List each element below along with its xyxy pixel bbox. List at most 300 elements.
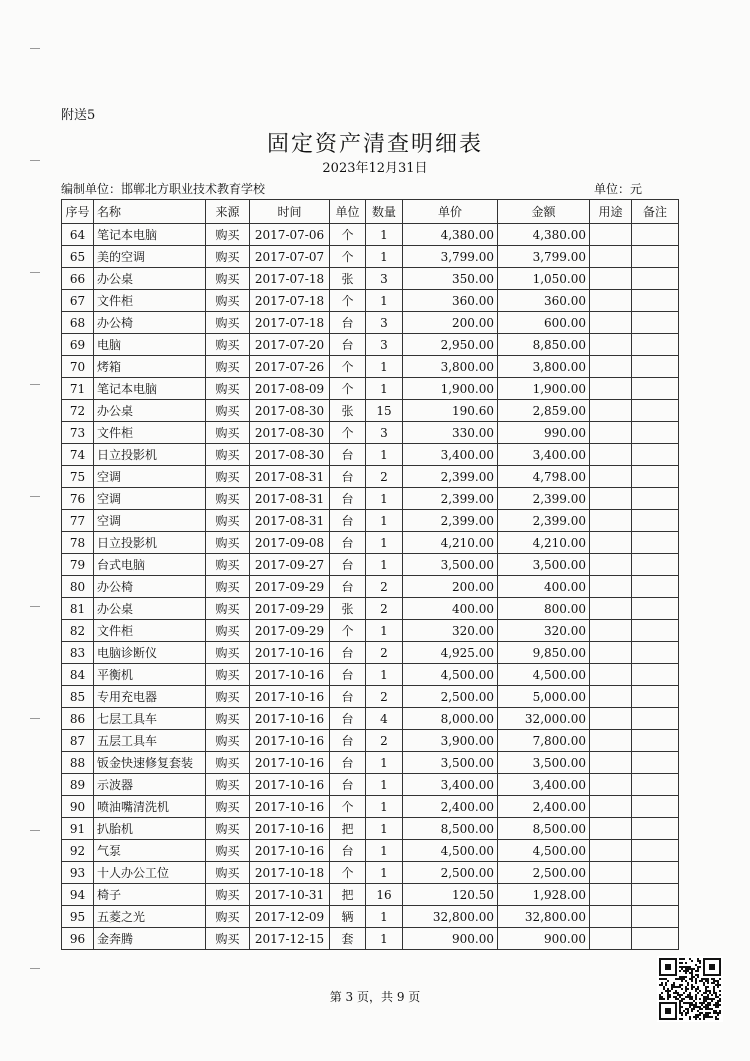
cell-remarks <box>632 268 679 290</box>
cell-unit: 个 <box>330 862 366 884</box>
cell-unit: 把 <box>330 818 366 840</box>
cell-remarks <box>632 334 679 356</box>
cell-amount: 3,400.00 <box>498 774 590 796</box>
cell-usage <box>590 730 632 752</box>
table-row <box>62 422 679 444</box>
cell-unit-price: 1,900.00 <box>403 378 498 400</box>
cell-unit: 台 <box>330 444 366 466</box>
table-row <box>62 642 679 664</box>
cell-source: 购买 <box>206 356 250 378</box>
cell-date: 2017-07-06 <box>250 224 330 246</box>
cell-quantity: 1 <box>366 796 403 818</box>
cell-date: 2017-09-29 <box>250 598 330 620</box>
cell-date: 2017-10-16 <box>250 818 330 840</box>
cell-quantity: 2 <box>366 598 403 620</box>
cell-date: 2017-07-26 <box>250 356 330 378</box>
cell-name: 扒胎机 <box>94 818 206 840</box>
cell-amount: 900.00 <box>498 928 590 950</box>
cell-unit-price: 2,500.00 <box>403 862 498 884</box>
cell-quantity: 1 <box>366 664 403 686</box>
cell-unit: 台 <box>330 686 366 708</box>
cell-remarks <box>632 708 679 730</box>
cell-quantity: 1 <box>366 862 403 884</box>
cell-amount: 32,000.00 <box>498 708 590 730</box>
header-index: 序号 <box>62 200 94 224</box>
cell-name: 烤箱 <box>94 356 206 378</box>
cell-amount: 4,210.00 <box>498 532 590 554</box>
cell-usage <box>590 664 632 686</box>
cell-unit-price: 3,800.00 <box>403 356 498 378</box>
cell-name: 笔记本电脑 <box>94 224 206 246</box>
cell-source: 购买 <box>206 840 250 862</box>
cell-source: 购买 <box>206 642 250 664</box>
cell-quantity: 2 <box>366 642 403 664</box>
cell-amount: 8,500.00 <box>498 818 590 840</box>
cell-unit: 个 <box>330 246 366 268</box>
table-row <box>62 840 679 862</box>
cell-name: 五层工具车 <box>94 730 206 752</box>
cell-amount: 3,400.00 <box>498 444 590 466</box>
cell-usage <box>590 444 632 466</box>
cell-unit: 个 <box>330 620 366 642</box>
cell-date: 2017-12-15 <box>250 928 330 950</box>
cell-usage <box>590 510 632 532</box>
cell-amount: 2,400.00 <box>498 796 590 818</box>
cell-date: 2017-10-16 <box>250 686 330 708</box>
table-row <box>62 312 679 334</box>
annex-label: 附送5 <box>61 108 96 123</box>
cell-source: 购买 <box>206 422 250 444</box>
page-title: 固定资产清查明细表 <box>266 132 483 157</box>
cell-index: 78 <box>62 532 94 554</box>
cell-name: 电脑 <box>94 334 206 356</box>
cell-amount: 5,000.00 <box>498 686 590 708</box>
cell-unit-price: 2,399.00 <box>403 510 498 532</box>
cell-source: 购买 <box>206 444 250 466</box>
cell-quantity: 1 <box>366 444 403 466</box>
cell-amount: 32,800.00 <box>498 906 590 928</box>
cell-unit-price: 200.00 <box>403 312 498 334</box>
cell-unit: 台 <box>330 774 366 796</box>
cell-date: 2017-10-16 <box>250 730 330 752</box>
cell-name: 日立投影机 <box>94 444 206 466</box>
cell-source: 购买 <box>206 818 250 840</box>
cell-index: 70 <box>62 356 94 378</box>
cell-source: 购买 <box>206 466 250 488</box>
cell-index: 69 <box>62 334 94 356</box>
cell-source: 购买 <box>206 752 250 774</box>
header-unit: 单位 <box>330 200 366 224</box>
cell-index: 73 <box>62 422 94 444</box>
table-row <box>62 466 679 488</box>
cell-index: 82 <box>62 620 94 642</box>
cell-date: 2017-12-09 <box>250 906 330 928</box>
cell-unit-price: 2,400.00 <box>403 796 498 818</box>
cell-index: 86 <box>62 708 94 730</box>
cell-unit-price: 350.00 <box>403 268 498 290</box>
cell-unit: 张 <box>330 598 366 620</box>
page-number: 第 3 页，共 9 页 <box>329 990 421 1004</box>
cell-unit-price: 4,380.00 <box>403 224 498 246</box>
cell-remarks <box>632 400 679 422</box>
cell-quantity: 2 <box>366 730 403 752</box>
cell-unit-price: 330.00 <box>403 422 498 444</box>
cell-name: 金奔腾 <box>94 928 206 950</box>
cell-remarks <box>632 532 679 554</box>
cell-date: 2017-10-16 <box>250 708 330 730</box>
cell-unit-price: 120.50 <box>403 884 498 906</box>
cell-unit-price: 8,500.00 <box>403 818 498 840</box>
cell-remarks <box>632 554 679 576</box>
cell-unit-price: 4,500.00 <box>403 840 498 862</box>
cell-usage <box>590 576 632 598</box>
cell-date: 2017-10-16 <box>250 642 330 664</box>
table-row <box>62 774 679 796</box>
cell-source: 购买 <box>206 686 250 708</box>
cell-unit: 个 <box>330 356 366 378</box>
cell-remarks <box>632 576 679 598</box>
cell-date: 2017-08-31 <box>250 510 330 532</box>
cell-amount: 4,500.00 <box>498 840 590 862</box>
cell-date: 2017-08-30 <box>250 400 330 422</box>
cell-usage <box>590 290 632 312</box>
header-source: 来源 <box>206 200 250 224</box>
binding-mark <box>30 830 40 831</box>
cell-name: 文件柜 <box>94 290 206 312</box>
table-row <box>62 730 679 752</box>
cell-name: 办公桌 <box>94 400 206 422</box>
cell-remarks <box>632 730 679 752</box>
table-row <box>62 906 679 928</box>
cell-index: 77 <box>62 510 94 532</box>
cell-unit-price: 3,400.00 <box>403 774 498 796</box>
binding-mark <box>30 968 40 969</box>
cell-source: 购买 <box>206 664 250 686</box>
header-unit-price: 单价 <box>403 200 498 224</box>
cell-amount: 7,800.00 <box>498 730 590 752</box>
cell-quantity: 1 <box>366 488 403 510</box>
cell-amount: 400.00 <box>498 576 590 598</box>
cell-source: 购买 <box>206 906 250 928</box>
cell-date: 2017-10-16 <box>250 752 330 774</box>
cell-unit: 个 <box>330 422 366 444</box>
cell-remarks <box>632 422 679 444</box>
cell-name: 平衡机 <box>94 664 206 686</box>
cell-remarks <box>632 356 679 378</box>
table-row <box>62 246 679 268</box>
cell-usage <box>590 488 632 510</box>
cell-name: 空调 <box>94 510 206 532</box>
cell-unit: 台 <box>330 334 366 356</box>
binding-mark <box>30 272 40 273</box>
table-row <box>62 796 679 818</box>
cell-unit-price: 320.00 <box>403 620 498 642</box>
cell-amount: 600.00 <box>498 312 590 334</box>
cell-remarks <box>632 906 679 928</box>
cell-name: 办公椅 <box>94 576 206 598</box>
table-row <box>62 620 679 642</box>
cell-usage <box>590 708 632 730</box>
header-date: 时间 <box>250 200 330 224</box>
cell-remarks <box>632 928 679 950</box>
cell-index: 80 <box>62 576 94 598</box>
cell-remarks <box>632 444 679 466</box>
table-row <box>62 928 679 950</box>
cell-index: 95 <box>62 906 94 928</box>
cell-index: 91 <box>62 818 94 840</box>
cell-unit: 台 <box>330 554 366 576</box>
qr-code-icon <box>657 956 723 1022</box>
cell-quantity: 1 <box>366 510 403 532</box>
cell-index: 68 <box>62 312 94 334</box>
cell-date: 2017-09-08 <box>250 532 330 554</box>
cell-unit-price: 3,500.00 <box>403 554 498 576</box>
cell-source: 购买 <box>206 224 250 246</box>
cell-index: 79 <box>62 554 94 576</box>
table-row <box>62 708 679 730</box>
cell-date: 2017-09-29 <box>250 620 330 642</box>
cell-name: 美的空调 <box>94 246 206 268</box>
cell-remarks <box>632 246 679 268</box>
cell-name: 空调 <box>94 466 206 488</box>
binding-mark <box>30 606 40 607</box>
cell-usage <box>590 312 632 334</box>
cell-source: 购买 <box>206 334 250 356</box>
cell-amount: 2,399.00 <box>498 488 590 510</box>
cell-index: 85 <box>62 686 94 708</box>
cell-unit-price: 32,800.00 <box>403 906 498 928</box>
cell-remarks <box>632 774 679 796</box>
cell-remarks <box>632 290 679 312</box>
table-row <box>62 554 679 576</box>
cell-index: 76 <box>62 488 94 510</box>
cell-unit-price: 4,500.00 <box>403 664 498 686</box>
compiling-unit: 编制单位：邯郸北方职业技术教育学校 <box>61 182 266 196</box>
cell-amount: 1,900.00 <box>498 378 590 400</box>
header-amount: 金额 <box>498 200 590 224</box>
cell-usage <box>590 224 632 246</box>
currency-unit: 单位：元 <box>594 182 643 196</box>
cell-amount: 8,850.00 <box>498 334 590 356</box>
table-row <box>62 334 679 356</box>
cell-unit: 台 <box>330 664 366 686</box>
cell-quantity: 3 <box>366 334 403 356</box>
cell-usage <box>590 378 632 400</box>
cell-remarks <box>632 620 679 642</box>
header-name: 名称 <box>94 200 206 224</box>
cell-remarks <box>632 884 679 906</box>
cell-quantity: 1 <box>366 840 403 862</box>
cell-date: 2017-07-18 <box>250 268 330 290</box>
cell-usage <box>590 246 632 268</box>
cell-index: 96 <box>62 928 94 950</box>
cell-unit: 台 <box>330 752 366 774</box>
cell-amount: 2,399.00 <box>498 510 590 532</box>
cell-amount: 1,050.00 <box>498 268 590 290</box>
cell-amount: 9,850.00 <box>498 642 590 664</box>
cell-usage <box>590 774 632 796</box>
cell-amount: 1,928.00 <box>498 884 590 906</box>
cell-date: 2017-10-16 <box>250 774 330 796</box>
cell-quantity: 4 <box>366 708 403 730</box>
cell-unit-price: 3,500.00 <box>403 752 498 774</box>
cell-remarks <box>632 466 679 488</box>
cell-quantity: 1 <box>366 378 403 400</box>
table-row <box>62 378 679 400</box>
cell-unit: 个 <box>330 290 366 312</box>
cell-usage <box>590 532 632 554</box>
cell-unit-price: 3,799.00 <box>403 246 498 268</box>
cell-index: 71 <box>62 378 94 400</box>
cell-unit: 张 <box>330 268 366 290</box>
cell-remarks <box>632 312 679 334</box>
cell-unit-price: 4,210.00 <box>403 532 498 554</box>
cell-remarks <box>632 224 679 246</box>
cell-source: 购买 <box>206 708 250 730</box>
table-row <box>62 532 679 554</box>
cell-index: 83 <box>62 642 94 664</box>
cell-unit: 台 <box>330 708 366 730</box>
table-row <box>62 862 679 884</box>
cell-index: 75 <box>62 466 94 488</box>
cell-usage <box>590 906 632 928</box>
cell-quantity: 2 <box>366 686 403 708</box>
cell-amount: 800.00 <box>498 598 590 620</box>
cell-unit-price: 2,399.00 <box>403 466 498 488</box>
cell-name: 办公桌 <box>94 268 206 290</box>
cell-amount: 3,500.00 <box>498 752 590 774</box>
cell-date: 2017-07-18 <box>250 312 330 334</box>
cell-source: 购买 <box>206 774 250 796</box>
cell-usage <box>590 840 632 862</box>
cell-unit-price: 2,399.00 <box>403 488 498 510</box>
cell-index: 89 <box>62 774 94 796</box>
cell-name: 台式电脑 <box>94 554 206 576</box>
cell-name: 钣金快速修复套装 <box>94 752 206 774</box>
cell-usage <box>590 752 632 774</box>
cell-name: 办公桌 <box>94 598 206 620</box>
cell-usage <box>590 884 632 906</box>
cell-source: 购买 <box>206 554 250 576</box>
cell-quantity: 1 <box>366 928 403 950</box>
binding-mark <box>30 384 40 385</box>
cell-amount: 4,380.00 <box>498 224 590 246</box>
table-row <box>62 686 679 708</box>
cell-date: 2017-10-18 <box>250 862 330 884</box>
cell-quantity: 1 <box>366 356 403 378</box>
cell-remarks <box>632 752 679 774</box>
cell-date: 2017-10-16 <box>250 796 330 818</box>
cell-index: 92 <box>62 840 94 862</box>
cell-source: 购买 <box>206 884 250 906</box>
cell-unit-price: 3,900.00 <box>403 730 498 752</box>
cell-usage <box>590 818 632 840</box>
cell-name: 气泵 <box>94 840 206 862</box>
cell-source: 购买 <box>206 620 250 642</box>
cell-index: 74 <box>62 444 94 466</box>
cell-name: 七层工具车 <box>94 708 206 730</box>
cell-remarks <box>632 510 679 532</box>
cell-amount: 3,500.00 <box>498 554 590 576</box>
cell-remarks <box>632 488 679 510</box>
cell-unit: 台 <box>330 642 366 664</box>
cell-date: 2017-10-31 <box>250 884 330 906</box>
table-row <box>62 598 679 620</box>
cell-unit: 台 <box>330 576 366 598</box>
cell-amount: 320.00 <box>498 620 590 642</box>
cell-amount: 4,798.00 <box>498 466 590 488</box>
cell-date: 2017-08-09 <box>250 378 330 400</box>
cell-source: 购买 <box>206 532 250 554</box>
cell-quantity: 2 <box>366 466 403 488</box>
header-remarks: 备注 <box>632 200 679 224</box>
cell-index: 65 <box>62 246 94 268</box>
cell-source: 购买 <box>206 928 250 950</box>
cell-source: 购买 <box>206 290 250 312</box>
cell-remarks <box>632 840 679 862</box>
cell-quantity: 1 <box>366 774 403 796</box>
cell-date: 2017-08-30 <box>250 422 330 444</box>
cell-source: 购买 <box>206 268 250 290</box>
cell-date: 2017-09-27 <box>250 554 330 576</box>
cell-usage <box>590 642 632 664</box>
cell-name: 文件柜 <box>94 620 206 642</box>
cell-quantity: 3 <box>366 422 403 444</box>
cell-remarks <box>632 664 679 686</box>
table-row <box>62 224 679 246</box>
table-row <box>62 290 679 312</box>
cell-name: 喷油嘴清洗机 <box>94 796 206 818</box>
cell-remarks <box>632 378 679 400</box>
cell-index: 64 <box>62 224 94 246</box>
cell-unit-price: 8,000.00 <box>403 708 498 730</box>
cell-usage <box>590 598 632 620</box>
cell-source: 购买 <box>206 378 250 400</box>
cell-index: 66 <box>62 268 94 290</box>
cell-date: 2017-08-30 <box>250 444 330 466</box>
table-header-row <box>62 200 679 224</box>
cell-unit-price: 900.00 <box>403 928 498 950</box>
cell-unit: 台 <box>330 730 366 752</box>
binding-mark <box>30 496 40 497</box>
cell-date: 2017-07-07 <box>250 246 330 268</box>
binding-mark <box>30 48 40 49</box>
cell-unit: 套 <box>330 928 366 950</box>
cell-index: 93 <box>62 862 94 884</box>
table-row <box>62 752 679 774</box>
cell-name: 示波器 <box>94 774 206 796</box>
cell-source: 购买 <box>206 598 250 620</box>
cell-unit: 台 <box>330 510 366 532</box>
cell-usage <box>590 400 632 422</box>
cell-source: 购买 <box>206 312 250 334</box>
cell-usage <box>590 862 632 884</box>
cell-unit-price: 2,500.00 <box>403 686 498 708</box>
cell-quantity: 16 <box>366 884 403 906</box>
cell-usage <box>590 334 632 356</box>
cell-remarks <box>632 686 679 708</box>
cell-unit: 台 <box>330 488 366 510</box>
table-row <box>62 884 679 906</box>
cell-source: 购买 <box>206 576 250 598</box>
report-date: 2023年12月31日 <box>322 161 428 176</box>
cell-name: 专用充电器 <box>94 686 206 708</box>
cell-unit-price: 400.00 <box>403 598 498 620</box>
cell-name: 椅子 <box>94 884 206 906</box>
cell-quantity: 1 <box>366 246 403 268</box>
cell-quantity: 1 <box>366 906 403 928</box>
cell-unit: 台 <box>330 466 366 488</box>
